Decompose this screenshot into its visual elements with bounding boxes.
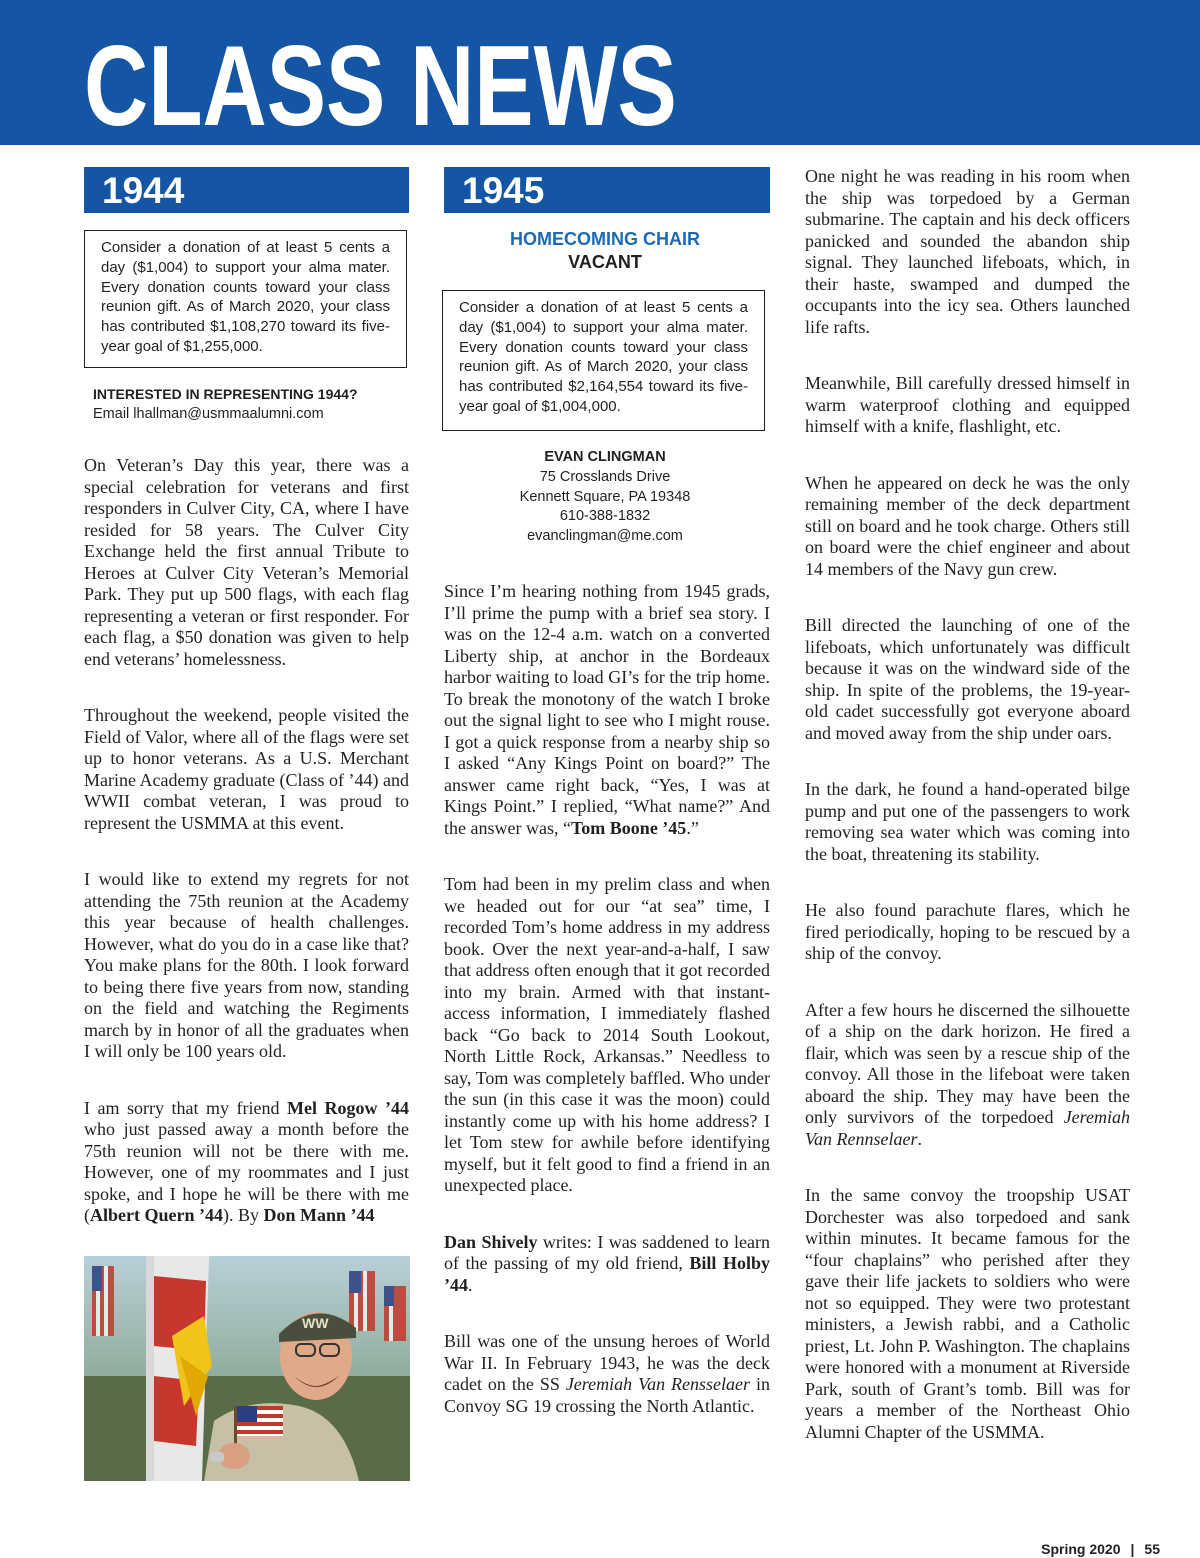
article-1945 <box>444 581 770 1417</box>
page-footer <box>1041 1541 1160 1557</box>
page-title: CLASS NEWS <box>84 23 677 145</box>
paragraph: Throughout the weekend, people visited the Field of Valor, where all of the flags were set up to honor veterans. As a U.S. Merchant Marine Academy graduate (Class of ’44) and WWII combat veteran, I was proud to represent the USMMA at this event. <box>84 705 409 833</box>
interest-email[interactable]: Email lhallman@usmmaalumni.com <box>93 406 324 422</box>
paragraph: Bill was one of the unsung heroes of World War II. In February 1943, he was the deck cadet on the SS Jeremiah Van Rensselaer in Convoy SG 19 crossing the North Atlantic. <box>444 1331 770 1416</box>
year-label: 1944 <box>102 170 185 211</box>
article-continued <box>805 166 1130 1443</box>
paragraph: One night he was reading in his room when the ship was torpedoed by a German submarine. The captain and his deck officers panicked and sounded the abandon ship signal. They launched lifeboats, which, in their haste, swamped and dumped the occupants into the icy sea. Others launched life rafts. <box>805 166 1130 337</box>
person-name: Dan Shively <box>444 1231 538 1252</box>
paragraph: In the same convoy the troopship USAT Dorchester was also torpedoed and sank within minutes. It became famous for the “four chaplains” who perished after they gave their life jackets to soldiers who were not so equipped. They were two protestant ministers, a Jewish rabbi, and a Catholic priest, Lt. John P. Washington. The chaplains were honored with a monument at Riverside Park, south of Grant’s tomb. Bill was for years a member of the Northeast Ohio Alumni Chapter of the USMMA. <box>805 1185 1130 1442</box>
year-bar-1945 <box>444 167 770 213</box>
contact-name: EVAN CLINGMAN <box>544 449 666 465</box>
contact-email[interactable]: evanclingman@me.com <box>527 528 683 545</box>
veteran-photo <box>84 1256 410 1481</box>
person-name: Bill Holby ’44 <box>444 1253 770 1295</box>
cap-lettering: WW <box>302 1315 329 1331</box>
person-name: Mel Rogow ’44 <box>287 1097 409 1118</box>
paragraph: When he appeared on deck he was the only remaining member of the deck department still on board and he took charge. Others still on board were the chief engineer and about 14 members of the Navy gun crew. <box>805 472 1130 579</box>
article-1944 <box>84 455 409 1227</box>
paragraph: In the dark, he found a hand-operated bilge pump and put one of the passengers to work removing sea water which was coming into the boat, threatening its stability. <box>805 779 1130 864</box>
paragraph: I would like to extend my regrets for not attending the 75th reunion at the Academy this year because of health challenges. However, what do you do in a case like that? You make plans for the 80th. I look forward to being there five years from now, standing on the field and watching the Regiments march by in honor of all the graduates when I will only be 100 years old. <box>84 869 409 1061</box>
contact-city: Kennett Square, PA 19348 <box>519 488 691 505</box>
paragraph: On Veteran’s Day this year, there was a special celebration for veterans and first responders in Culver City, CA, where I have resided for 58 years. The Culver City Exchange held the first annual Tribute to Heroes at Culver City Veteran’s Memorial Park. They put up 500 flags, with each flag representing a veteran or first responder. For each flag, a $50 donation was given to help end veterans’ homelessness. <box>84 455 409 669</box>
contact-street: 75 Crosslands Drive <box>539 468 671 485</box>
paragraph: After a few hours he discerned the silhouette of a ship on the dark horizon. He fired a flair, which was seen by a rescue ship of the convoy. All those in the lifeboat were taken aboard the ship. They may have been the only survivors of the torpedoed Jeremiah Van Rennselaer. <box>805 999 1130 1149</box>
footer-separator: | <box>1130 1541 1135 1557</box>
donation-text: Consider a donation of at least 5 cents a day ($1,004) to support your alma mater. Every donation counts toward your class reunion gift. As of March 2020, your class has contributed $1,108,270 toward its five-year goal of $1,255,000. <box>101 239 390 355</box>
donation-box-1945 <box>442 290 765 431</box>
homecoming-chair-title: HOMECOMING CHAIR <box>510 229 700 249</box>
paragraph: I am sorry that my friend Mel Rogow ’44 who just passed away a month before the 75th reunion will not be there with me. However, one of my roommates and I just spoke, and I hope he will be there with me (Albert Quern ’44). By Don Mann ’44 <box>84 1097 409 1225</box>
issue-label: Spring 2020 <box>1041 1541 1121 1557</box>
header-banner <box>0 0 1200 145</box>
homecoming-chair-vacant: VACANT <box>568 252 642 272</box>
paragraph: Meanwhile, Bill carefully dressed himself in warm waterproof clothing and equipped himself with a knife, flashlight, etc. <box>805 373 1130 436</box>
year-bar-1944 <box>84 167 409 213</box>
person-name: Tom Boone ’45 <box>570 817 687 838</box>
paragraph: Since I’m hearing nothing from 1945 grads, I’ll prime the pump with a brief sea story. I was on the 12-4 a.m. watch on a converted Liberty ship, at anchor in the Bordeaux harbor waiting to load GI’s for the trip home. To break the monotony of the watch I broke out the signal light to see who I might rouse. I got a quick response from a nearby ship so I asked “Any Kings Point on board?” The answer came right back, “Yes, I was at Kings Point.” I replied, “What name?” And the answer was, “Tom Boone ’45.” <box>444 581 770 838</box>
donation-box-1944 <box>84 230 407 368</box>
interest-heading: INTERESTED IN REPRESENTING 1944? <box>93 386 358 402</box>
page-number: 55 <box>1144 1541 1160 1557</box>
contact-block <box>444 448 766 547</box>
paragraph: Bill directed the launching of one of the lifeboats, which unfortunately was difficult because it was on the windward side of the ship. In spite of the problems, the 19-year-old cadet successfully got everyone aboard and moved away from the ship under oars. <box>805 615 1130 743</box>
ship-name: Jeremiah Van Rensselaer <box>565 1374 751 1394</box>
ship-name: Jeremiah Van Rennselaer <box>805 1107 1130 1149</box>
person-name: Albert Quern ’44 <box>90 1205 223 1225</box>
year-label: 1945 <box>462 170 545 211</box>
person-name: Don Mann ’44 <box>263 1205 375 1225</box>
contact-phone: 610-388-1832 <box>559 508 651 525</box>
donation-text: Consider a donation of at least 5 cents a day ($1,004) to support your alma mater. Every donation counts toward your class reunion gift. As of March 2020, your class has contributed $2,164,554 toward its five-year goal of $1,004,000. <box>459 299 748 415</box>
paragraph: Tom had been in my prelim class and when we headed out for our “at sea” time, I recorded Tom’s home address in my address book. Over the next year-and-a-half, I saw that address often enough that it got recorded into my brain. Armed with that instant-access information, I immediately flashed back “Go back to 2014 South Lookout, North Little Rock, Arkansas.” Needless to say, Tom was completely baffled. Who under the sun (in this case it was the moon) could instantly come up with his home address? I let Tom stew for awhile before identifying myself, but it felt good to find a friend in an unexpected place. <box>444 874 770 1195</box>
paragraph: He also found parachute flares, which he fired periodically, hoping to be rescued by a ship of the convoy. <box>805 900 1130 963</box>
paragraph: Dan Shively writes: I was saddened to learn of the passing of my old friend, Bill Holby ’44. <box>444 1231 770 1295</box>
